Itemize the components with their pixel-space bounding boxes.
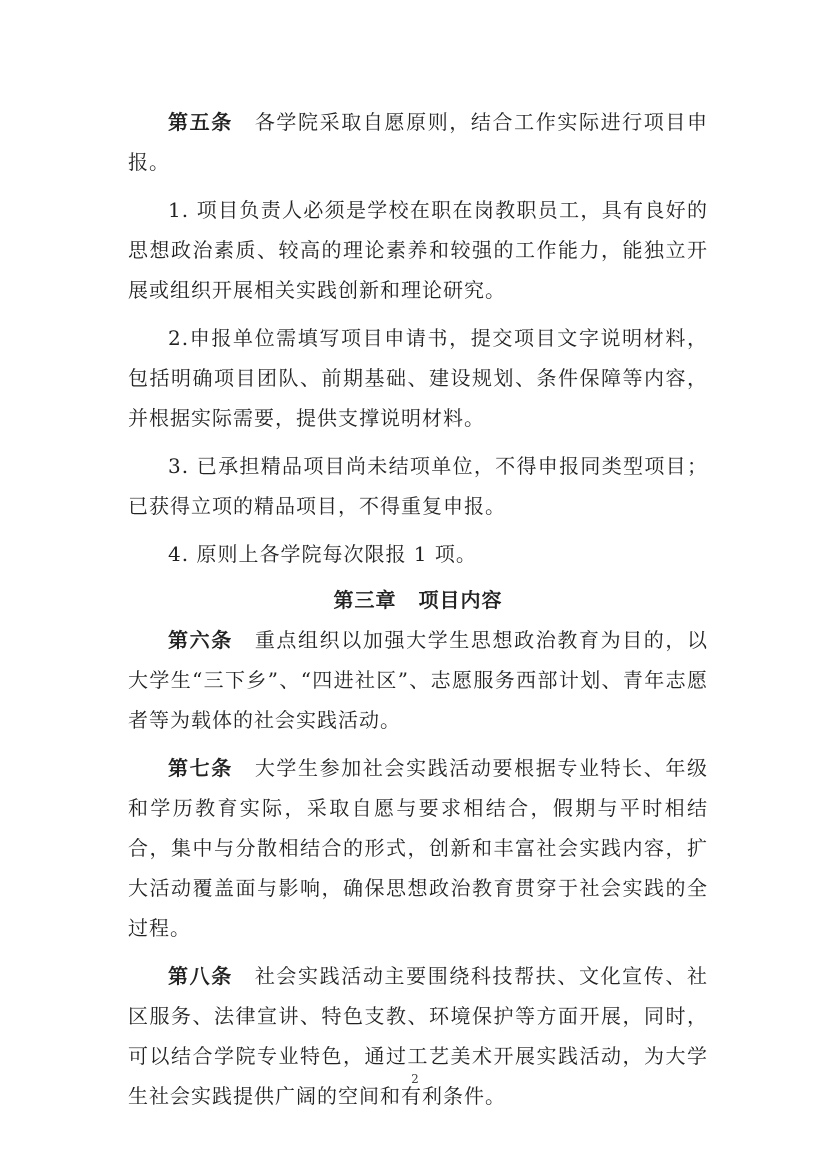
chapter-title: 项目内容: [418, 588, 503, 612]
item-2: 2.申报单位需填写项目申请书，提交项目文字说明材料，包括明确项目团队、前期基础、建设规划、条件保障等内容，并根据实际需要，提供支撑说明材料。: [128, 326, 708, 430]
article-5-text: 各学院采取自愿原则，结合工作实际进行项目申报。: [128, 110, 709, 174]
article-5-label: 第五条: [168, 110, 233, 134]
item-4: 4. 原则上各学院每次限报 1 项。: [168, 542, 477, 566]
item-1: 1. 项目负责人必须是学校在职在岗教职员工，具有良好的思想政治素质、较高的理论素养和较强的工作能力，能独立开展或组织开展相关实践创新和理论研究。: [128, 198, 708, 302]
article-6: [128, 620, 708, 740]
article-8-label: 第八条: [168, 964, 233, 988]
article-7-label: 第七条: [168, 756, 233, 780]
article-7-text: 大学生参加社会实践活动要根据专业特长、年级和学历教育实际，采取自愿与要求相结合，假期与平时相结合，集中与分散相结合的形式，创新和丰富社会实践内容，扩大活动覆盖面与影响，确保思想政治教育贯穿于社会实践的全过程。: [128, 756, 709, 940]
document-body: [128, 102, 708, 1124]
article-6-text: 重点组织以加强大学生思想政治教育为目的，以大学生“三下乡”、“四进社区”、志愿服务西部计划、青年志愿者等为载体的社会实践活动。: [128, 628, 709, 732]
article-6-label: 第六条: [168, 628, 233, 652]
article-7: [128, 748, 708, 948]
article-8: [128, 956, 708, 1116]
page-number: 2: [411, 1072, 419, 1086]
article-5: [128, 102, 708, 182]
chapter-number: 第三章: [333, 588, 397, 612]
chapter-heading: [128, 580, 708, 620]
article-8-text: 社会实践活动主要围绕科技帮扶、文化宣传、社区服务、法律宣讲、特色支教、环境保护等方面开展，同时，可以结合学院专业特色，通过工艺美术开展实践活动，为大学生社会实践提供广阔的空间和有利条件。: [128, 964, 709, 1108]
item-3: 3. 已承担精品项目尚未结项单位，不得申报同类型项目；已获得立项的精品项目，不得重复申报。: [128, 454, 708, 518]
